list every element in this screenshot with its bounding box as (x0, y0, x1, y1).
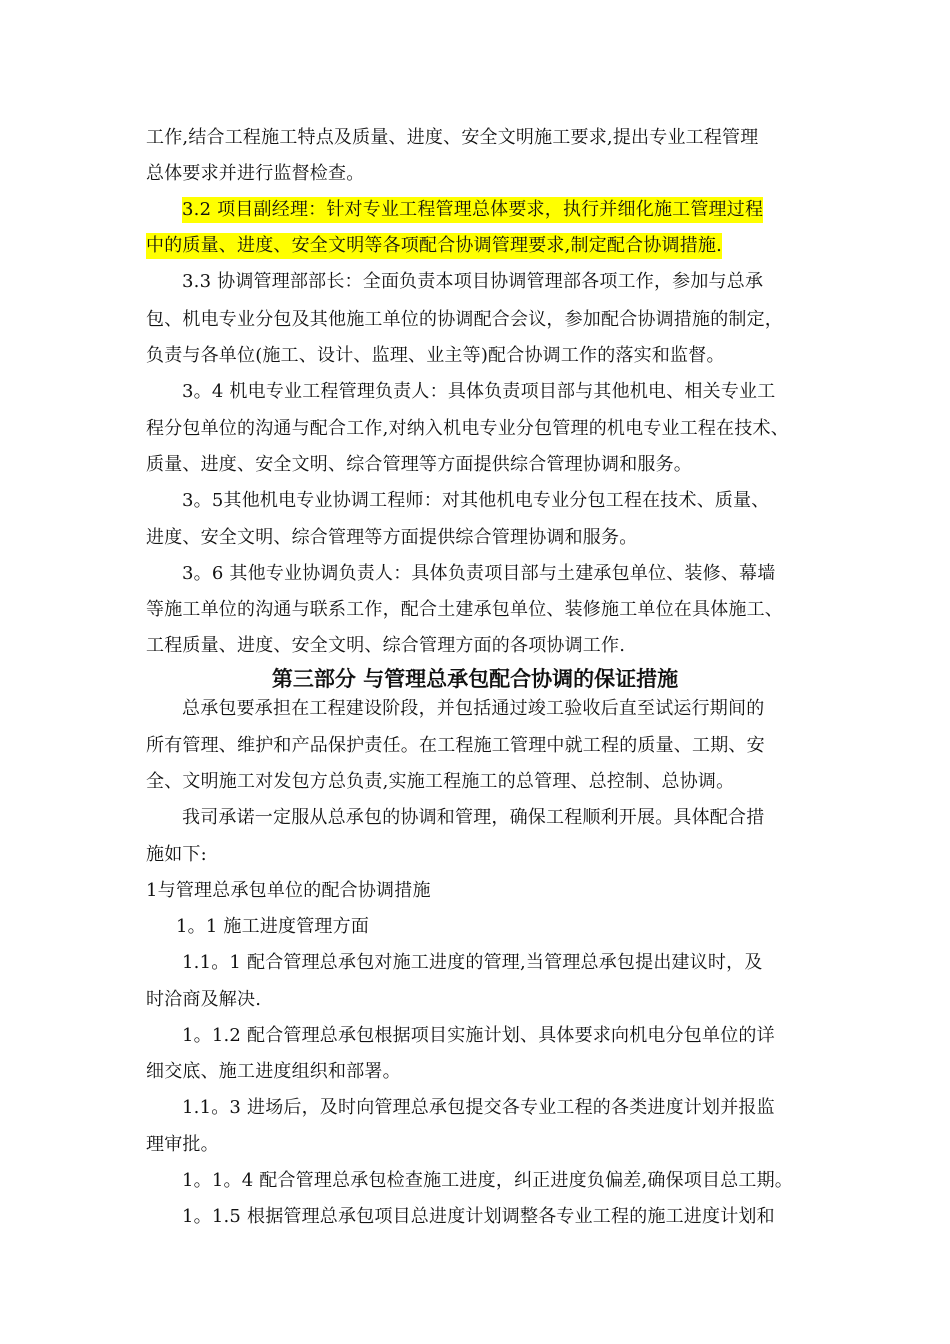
section-heading: 第三部分 与管理总承包配合协调的保证措施 (271, 667, 679, 691)
paragraph-line: 程分包单位的沟通与配合工作,对纳入机电专业分包管理的机电专业工程在技术、 (146, 418, 789, 439)
paragraph-line: 1。1.5 根据管理总承包项目总进度计划调整各专业工程的施工进度计划和 (182, 1206, 775, 1227)
paragraph-line: 进度、安全文明、综合管理等方面提供综合管理协调和服务。 (146, 527, 638, 548)
paragraph-line: 时洽商及解决. (146, 989, 262, 1010)
highlighted-line (182, 198, 763, 222)
paragraph-line: 等施工单位的沟通与联系工作，配合土建承包单位、装修施工单位在具体施工、 (146, 599, 783, 620)
paragraph-line: 1.1。1 配合管理总承包对施工进度的管理,当管理总承包提出建议时，及 (182, 952, 763, 973)
paragraph-line: 1。1。4 配合管理总承包检查施工进度，纠正进度负偏差,确保项目总工期。 (182, 1170, 793, 1191)
paragraph-line: 3。5其他机电专业协调工程师：对其他机电专业分包工程在技术、质量、 (182, 490, 770, 511)
paragraph-line: 工程质量、进度、安全文明、综合管理方面的各项协调工作. (146, 635, 626, 656)
paragraph-line: 负责与各单位(施工、设计、监理、业主等)配合协调工作的落实和监督。 (146, 345, 725, 366)
paragraph-line: 3。4 机电专业工程管理负责人：具体负责项目部与其他机电、相关专业工 (182, 381, 776, 402)
paragraph-line: 我司承诺一定服从总承包的协调和管理，确保工程顺利开展。具体配合措 (182, 807, 765, 828)
highlighted-line (146, 234, 722, 258)
paragraph-line: 3.3 协调管理部部长：全面负责本项目协调管理部各项工作，参加与总承 (182, 271, 764, 292)
paragraph-line: 施如下: (146, 844, 207, 865)
subsection-heading: 1。1 施工进度管理方面 (176, 916, 370, 937)
paragraph-line: 所有管理、维护和产品保护责任。在工程施工管理中就工程的质量、工期、安 (146, 735, 765, 756)
subsection-heading: 1与管理总承包单位的配合协调措施 (146, 880, 431, 901)
paragraph-line: 质量、进度、安全文明、综合管理等方面提供综合管理协调和服务。 (146, 454, 692, 475)
paragraph-line: 工作,结合工程施工特点及质量、进度、安全文明施工要求,提出专业工程管理 (146, 127, 759, 148)
paragraph-line: 包、机电专业分包及其他施工单位的协调配合会议，参加配合协调措施的制定， (146, 309, 783, 330)
highlighted-text: 中的质量、进度、安全文明等各项配合协调管理要求,制定配合协调措施. (146, 233, 722, 259)
paragraph-line: 总体要求并进行监督检查。 (146, 163, 365, 184)
highlighted-text: 3.2 项目副经理：针对专业工程管理总体要求，执行并细化施工管理过程 (182, 197, 763, 223)
paragraph-line: 全、文明施工对发包方总负责,实施工程施工的总管理、总控制、总协调。 (146, 771, 735, 792)
paragraph-line: 理审批。 (146, 1134, 219, 1155)
paragraph-line: 1.1。3 进场后，及时向管理总承包提交各专业工程的各类进度计划并报监 (182, 1097, 775, 1118)
paragraph-line: 细交底、施工进度组织和部署。 (146, 1061, 401, 1082)
paragraph-line: 3。6 其他专业协调负责人：具体负责项目部与土建承包单位、装修、幕墙 (182, 563, 776, 584)
paragraph-line: 总承包要承担在工程建设阶段，并包括通过竣工验收后直至试运行期间的 (182, 698, 765, 719)
paragraph-line: 1。1.2 配合管理总承包根据项目实施计划、具体要求向机电分包单位的详 (182, 1025, 775, 1046)
